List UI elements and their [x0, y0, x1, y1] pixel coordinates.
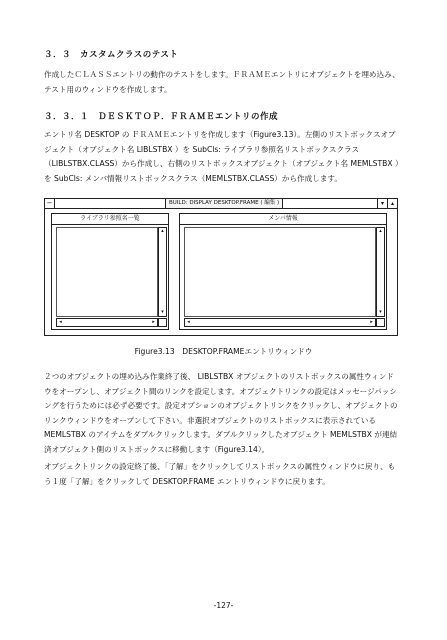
member-info-list-panel: [179, 213, 387, 330]
library-list-horizontal-scrollbar[interactable]: [56, 318, 158, 327]
maximize-icon[interactable]: ▴: [387, 199, 397, 208]
scroll-down-icon[interactable]: ▾: [161, 309, 164, 315]
scroll-left-icon[interactable]: ◂: [187, 319, 190, 325]
window-title: BUILD: DISPLAY DESKTOP.FRAME ( 編集 ): [165, 199, 283, 209]
minimize-icon[interactable]: ▾: [377, 199, 387, 208]
member-list-horizontal-scrollbar[interactable]: [184, 318, 376, 327]
section-3-3-paragraph: 作成したＣＬＡＳＳエントリの動作のテストをします。ＦＲＡＭＥエントリにオブジェクトを埋め込み、テスト用のウィンドウを作成します。: [44, 70, 400, 94]
window-title-bar: [45, 199, 397, 209]
scroll-up-icon[interactable]: ▴: [161, 228, 164, 234]
system-menu-icon[interactable]: −: [45, 199, 55, 208]
scroll-up-icon[interactable]: ▴: [379, 228, 382, 234]
section-heading-3-3-1: ３．３．１ ＤＥＳＫＴＯＰ．ＦＲＡＭＥエントリの作成: [44, 112, 279, 122]
library-list-vertical-scrollbar[interactable]: [158, 227, 167, 317]
library-reference-listbox[interactable]: [56, 227, 158, 317]
desktop-frame-window-figure: [44, 198, 398, 336]
confirm-paragraph: オブジェクトリンクの設定終了後、「了解」をクリックしてリストボックスの属性ウィンドウに戻り、もう１度「了解」をクリックして DESKTOP.FRAME エントリウィンドウに戻ります。: [44, 462, 396, 486]
page-number: -127-: [213, 601, 234, 610]
member-info-listbox[interactable]: [184, 227, 376, 317]
figure-caption: Figure3.13 DESKTOP.FRAMEエントリウィンドウ: [134, 347, 313, 356]
scrollbar-corner: [376, 318, 385, 327]
scroll-right-icon[interactable]: ▸: [152, 319, 155, 325]
scrollbar-corner: [158, 318, 167, 327]
member-info-list-label: メンバ情報: [180, 214, 386, 225]
scroll-left-icon[interactable]: ◂: [59, 319, 62, 325]
member-list-vertical-scrollbar[interactable]: [376, 227, 385, 317]
section-heading-3-3: ３．３ カスタムクラスのテスト: [44, 50, 179, 60]
library-reference-list-panel: [51, 213, 169, 330]
scroll-right-icon[interactable]: ▸: [370, 319, 373, 325]
object-link-paragraph: ２つのオブジェクトの埋め込み作業終了後、 LIBLSTBX オブジェクトのリストボックスの属性ウィンドウをオープンし、オブジェクト間のリンクを設定します。オブジェクトリンクの設定はメッセージパッシングを行うためには必ず必要です。設定オプションのオブジェクトリンクをクリックし、オブジェクトのリンクウィンドウをオープンして下さい。非選択オブジェクトのリストボックスに表示されている MEMLSTBX のアイテムをダブルクリックします。ダブルクリックしたオブジェクト MEMLSTBX が連結済オブジェクト側のリストボックスに移動します（Figure3.14）。: [44, 372, 398, 454]
section-3-3-1-paragraph: エントリ名 DESKTOP の ＦＲＡＭＥエントリを作成します（Figure3.13）。左側のリストボックスオブジェクト（オブジェクト名 LIBLSTBX ）を SubCls: ライブラリ参照名リストボックスクラス（LIBLSTBX.CLASS）から作成し、右側のリストボックスオブジェクト（オブジェクト名 MEMLSTBX ）を SubCls: メンバ情報リストボックスクラス（MEMLSTBX.CLASS）から作成します。: [44, 130, 399, 183]
scroll-down-icon[interactable]: ▾: [379, 309, 382, 315]
library-reference-list-label: ライブラリ参照名一覧: [52, 214, 168, 225]
